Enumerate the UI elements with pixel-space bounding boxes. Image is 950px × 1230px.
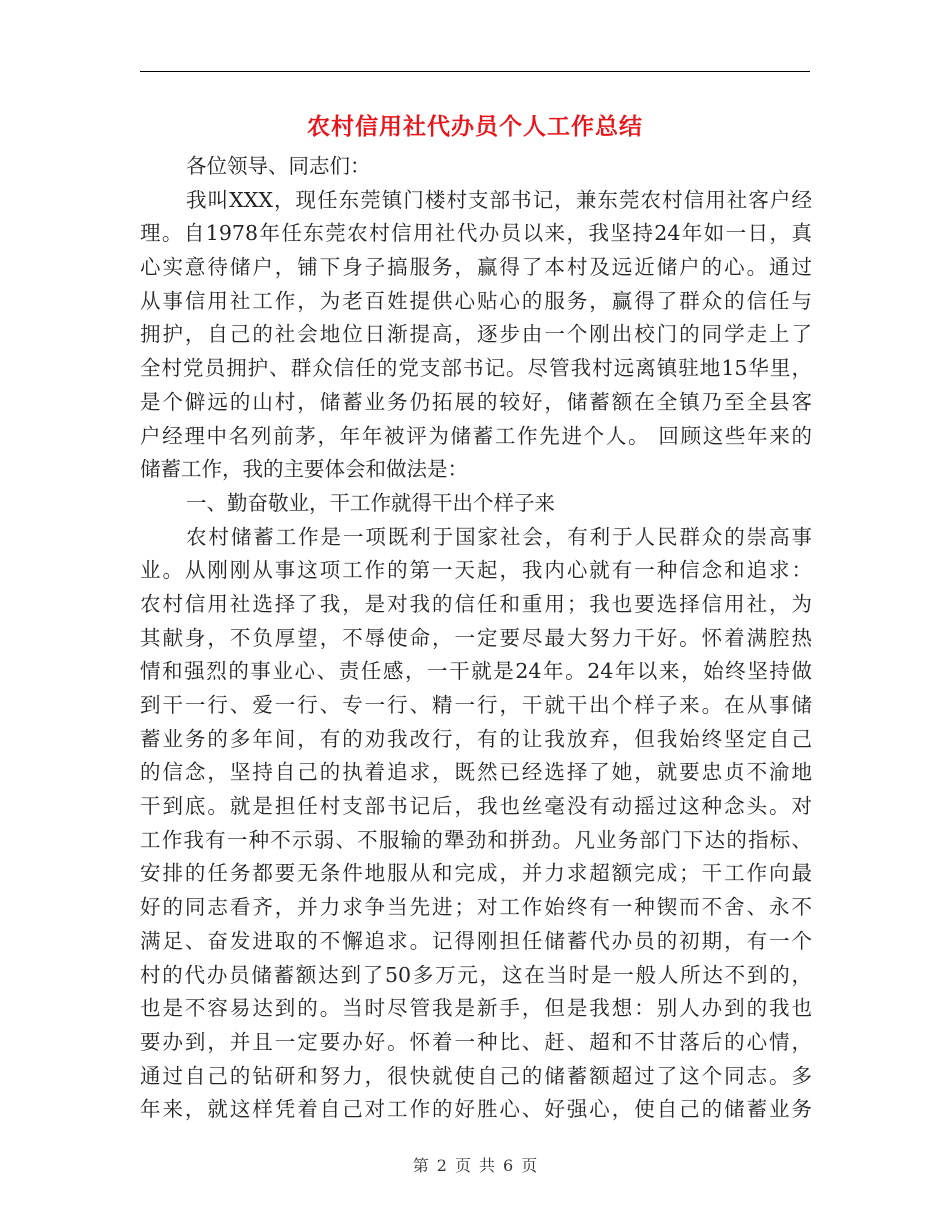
text-line: 蓄业务的多年间，有的劝我改行，有的让我放弃，但我始终坚定自己	[140, 726, 812, 751]
current-page-number: 2	[436, 1156, 447, 1175]
text-line: 一、勤奋敬业，干工作就得干出个样子来	[186, 490, 555, 515]
text-line: 拥护，自己的社会地位日渐提高，逐步由一个刚出校门的同学走上了	[140, 322, 812, 347]
text-line: 储蓄工作，我的主要体会和做法是：	[140, 457, 468, 482]
text-line: 年来，就这样凭着自己对工作的好胜心、好强心，使自己的储蓄业务	[140, 1097, 812, 1122]
document-body	[140, 150, 812, 1127]
text-line: 安排的任务都要无条件地服从和完成，并力求超额完成；干工作向最	[140, 861, 812, 886]
text-line: 各位领导、同志们：	[186, 154, 371, 178]
header-rule	[140, 71, 810, 72]
text-line: 的信念，坚持自己的执着追求，既然已经选择了她，就要忠贞不渝地	[140, 760, 812, 785]
text-line: 要办到，并且一定要办好。怀着一种比、赶、超和不甘落后的心情，	[140, 1029, 812, 1054]
text-line: 到干一行、爱一行、专一行、精一行，干就干出个样子来。在从事储	[140, 693, 812, 717]
text-line: 是个僻远的山村，储蓄业务仍拓展的较好，储蓄额在全镇乃至全县客	[140, 389, 812, 414]
text-line: 其献身，不负厚望，不辱使命，一定要尽最大努力干好。怀着满腔热	[140, 625, 812, 650]
text-line: 业。从刚刚从事这项工作的第一天起，我内心就有一种信念和追求：	[140, 558, 812, 583]
text-line: 农村信用社选择了我，是对我的信任和重用；我也要选择信用社，为	[140, 591, 812, 616]
page-footer	[0, 1153, 950, 1176]
footer-total-word: 共	[479, 1156, 496, 1175]
text-line: 通过自己的钻研和努力，很快就使自己的储蓄额超过了这个同志。多	[140, 1063, 812, 1088]
text-line: 户经理中名列前茅，年年被评为储蓄工作先进个人。 回顾这些年来的	[140, 423, 812, 448]
text-line: 理。自1978年任东莞农村信用社代办员以来，我坚持24年如一日，真	[140, 221, 812, 246]
document-title: 农村信用社代办员个人工作总结	[307, 114, 643, 140]
text-line: 全村党员拥护、群众信任的党支部书记。尽管我村远离镇驻地15华里，	[140, 356, 812, 381]
text-line: 从事信用社工作，为老百姓提供心贴心的服务，赢得了群众的信任与	[140, 288, 812, 313]
text-line: 我叫XXX，现任东莞镇门楼村支部书记，兼东莞农村信用社客户经	[186, 187, 812, 212]
total-pages-number: 6	[503, 1156, 514, 1175]
text-line: 心实意待储户，铺下身子搞服务，赢得了本村及远近储户的心。通过	[140, 255, 812, 280]
footer-suffix: 页	[521, 1156, 538, 1175]
text-line: 村的代办员储蓄额达到了50多万元，这在当时是一般人所达不到的，	[140, 962, 812, 987]
text-line: 满足、奋发进取的不懈追求。记得刚担任储蓄代办员的初期，有一个	[140, 928, 812, 953]
footer-page-word: 页	[454, 1156, 471, 1175]
text-line: 工作我有一种不示弱、不服输的犟劲和拼劲。凡业务部门下达的指标、	[140, 827, 812, 852]
text-line: 也是不容易达到的。当时尽管我是新手，但是我想：别人办到的我也	[140, 996, 812, 1021]
footer-prefix: 第	[412, 1156, 429, 1175]
text-line: 情和强烈的事业心、责任感，一干就是24年。24年以来，始终坚持做	[140, 659, 812, 684]
text-line: 好的同志看齐，并力求争当先进；对工作始终有一种锲而不舍、永不	[140, 895, 812, 920]
text-line: 干到底。就是担任村支部书记后，我也丝毫没有动摇过这种念头。对	[140, 794, 812, 819]
text-line: 农村储蓄工作是一项既利于国家社会，有利于人民群众的崇高事	[186, 524, 812, 549]
